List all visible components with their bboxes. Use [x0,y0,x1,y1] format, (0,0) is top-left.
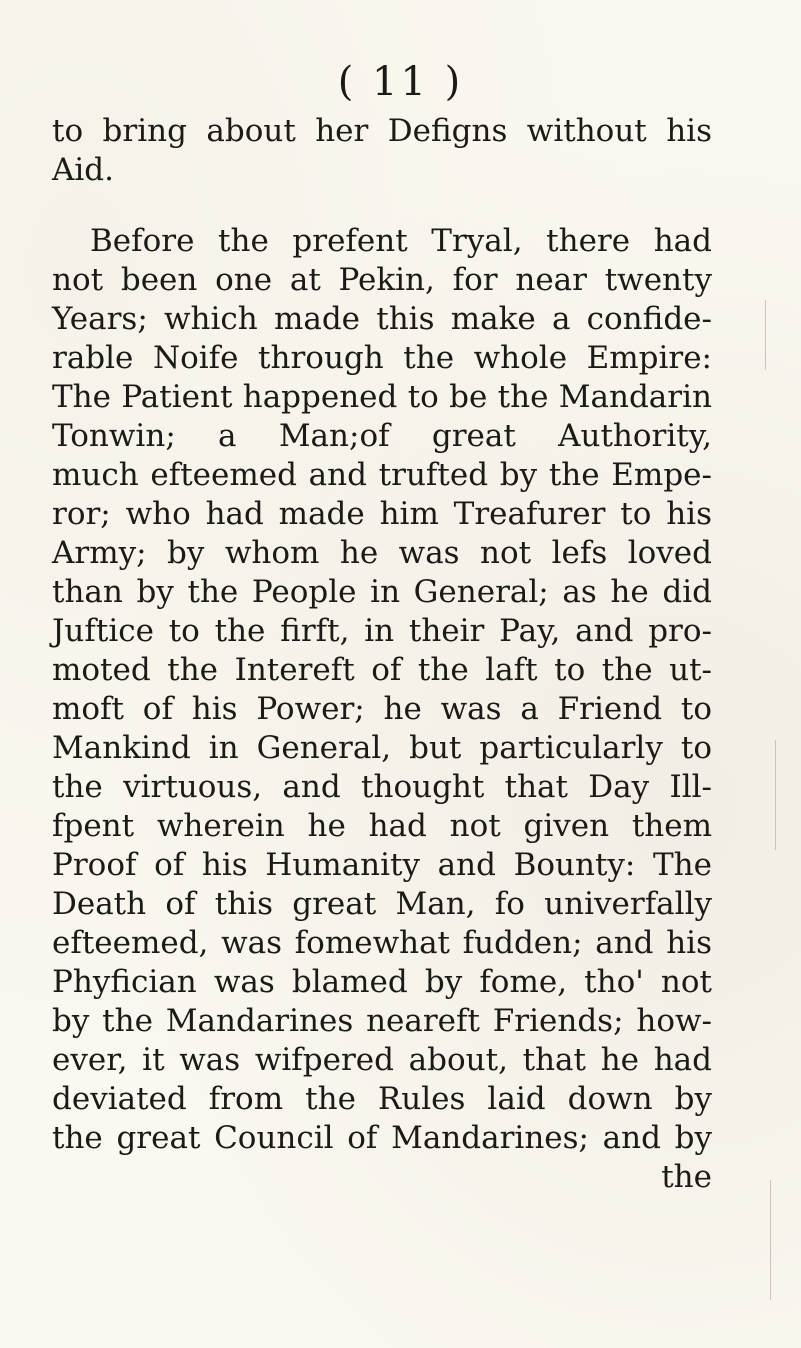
text-line: Phyfician was blamed by fome, tho' not [52,964,712,1000]
text-line: fpent wherein he had not given them [52,808,712,844]
catchword: the [661,1159,712,1195]
paragraph-gap [52,190,712,222]
page-edge-shadow [770,1180,771,1300]
text-line: the virtuous, and thought that Day Ill- [52,769,712,805]
text-line: by the Mandarines neareft Friends; how- [52,1003,712,1039]
text-line: ror; who had made him Treafurer to his [52,496,712,532]
text-line: than by the People in General; as he did [52,574,712,610]
text-line: Before the prefent Tryal, there had [90,223,712,259]
text-line: Aid. [52,152,114,188]
text-line: moft of his Power; he was a Friend to [52,691,712,727]
text-line: Mankind in General, but particularly to [52,730,712,766]
text-line: Army; by whom he was not lefs loved [52,535,712,571]
text-line: Juftice to the firft, in their Pay, and pro- [52,613,712,649]
page-number: ( 11 ) [337,59,464,105]
text-line: the great Council of Mandarines; and by [52,1120,712,1156]
text-line: ever, it was wifpered about, that he had [52,1042,712,1078]
text-line: much efteemed and trufted by the Empe- [52,457,712,493]
text-line: The Patient happened to be the Mandarin [52,379,712,415]
text-line: not been one at Pekin, for near twenty [52,262,712,298]
text-line: Tonwin; a Man;of great Authority, [52,418,712,454]
text-line: deviated from the Rules laid down by [52,1081,712,1117]
text-line: efteemed, was fomewhat fudden; and his [52,925,712,961]
text-line: Proof of his Humanity and Bounty: The [52,847,712,883]
text-line: Death of this great Man, fo univerfally [52,886,712,922]
page-edge-shadow [775,740,776,850]
page-edge-shadow [765,300,766,370]
body-text [52,112,712,1197]
text-line: Years; which made this make a confide- [52,301,712,337]
text-line: rable Noife through the whole Empire: [52,340,712,376]
text-line: moted the Intereft of the laft to the ut- [52,652,712,688]
text-line: to bring about her Defigns without his [52,113,712,149]
